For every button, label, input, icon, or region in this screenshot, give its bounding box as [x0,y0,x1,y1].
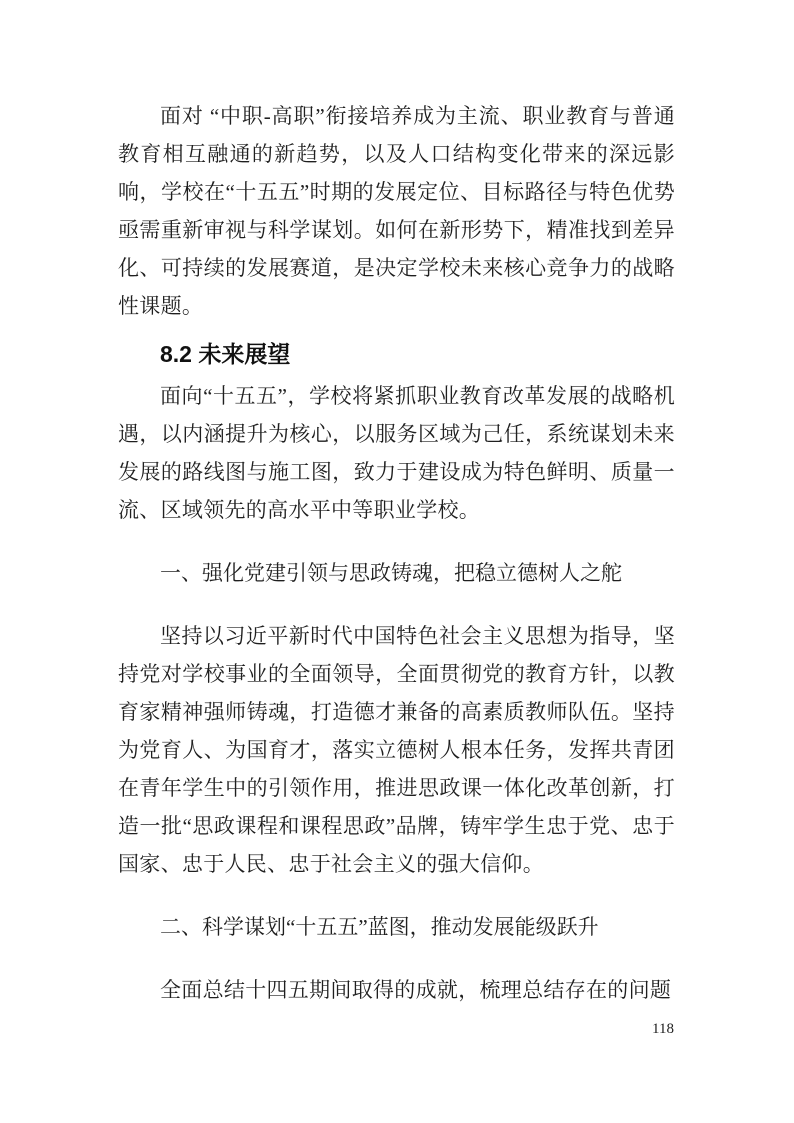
document-content [118,97,675,1009]
subsection-heading-2: 二、科学谋划“十五五”蓝图，推动发展能级跃升 [160,915,599,939]
paragraph-summary-145: 全面总结十四五期间取得的成就，梳理总结存在的问题 [160,978,672,1002]
page-number: 118 [652,1021,674,1037]
section-heading-8-2: 8.2 未来展望 [160,341,291,367]
paragraph-strategic-context: 面对 “中职-高职”衔接培养成为主流、职业教育与普通教育相互融通的新趋势，以及人口结构变化带来的深远影响，学校在“十五五”时期的发展定位、目标路径与特色优势亟需重新审视与科学谋划。如何在新形势下，精准找到差异化、可持续的发展赛道，是决定学校未来核心竞争力的战略性课题。 [118,104,675,318]
paragraph-outlook-overview: 面向“十五五”，学校将紧抓职业教育改革发展的战略机遇，以内涵提升为核心，以服务区域为己任，系统谋划未来发展的路线图与施工图，致力于建设成为特色鲜明、质量一流、区域领先的高水平中等职业学校。 [118,384,675,522]
paragraph-party-building: 坚持以习近平新时代中国特色社会主义思想为指导，坚持党对学校事业的全面领导，全面贯彻党的教育方针，以教育家精神强师铸魂，打造德才兼备的高素质教师队伍。坚持为党育人、为国育才，落实立德树人根本任务，发挥共青团在青年学生中的引领作用，推进思政课一体化改革创新，打造一批“思政课程和课程思政”品牌，铸牢学生忠于党、忠于国家、忠于人民、忠于社会主义的强大信仰。 [118,624,675,876]
subsection-heading-1: 一、强化党建引领与思政铸魂，把稳立德树人之舵 [160,561,622,585]
